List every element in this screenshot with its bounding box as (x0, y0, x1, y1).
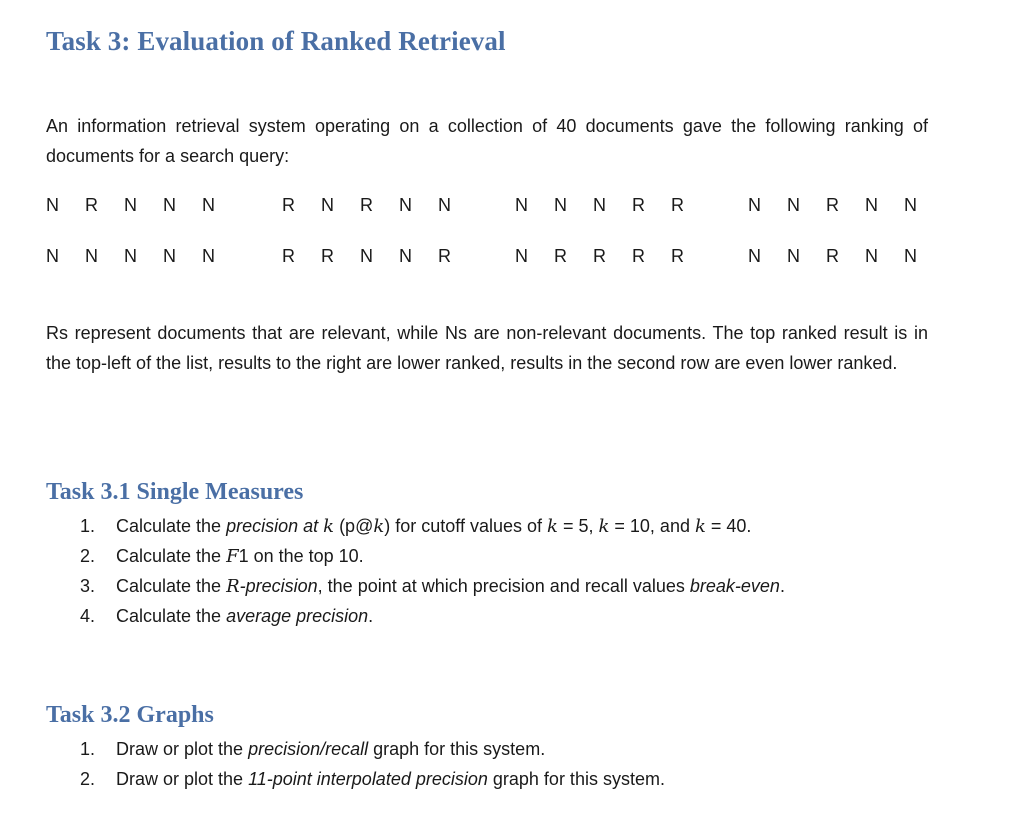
ranking-cell: N (124, 195, 137, 215)
ranking-cell: N (904, 195, 917, 215)
ranking-cell: N (399, 195, 412, 215)
task-3-2-heading: Task 3.2 Graphs (46, 702, 214, 728)
ranking-cell: N (865, 195, 878, 215)
ranking-cell: R (593, 246, 606, 266)
ranking-cell: R (438, 246, 451, 266)
ranking-cell: N (321, 195, 334, 215)
list-text: Calculate the average precision. (116, 606, 374, 626)
ranking-cell: N (515, 246, 528, 266)
ranking-cell: N (360, 246, 373, 266)
ranking-cell: N (163, 195, 176, 215)
ranking-cell: N (163, 246, 176, 266)
ranking-cell: R (671, 246, 684, 266)
ranking-cell: N (865, 246, 878, 266)
ranking-cell: R (554, 246, 567, 266)
list-number: 1. (80, 739, 96, 759)
ranking-cell: R (85, 195, 98, 215)
ranking-cell: N (787, 246, 800, 266)
list-number: 2. (80, 769, 96, 789)
ranking-cell: R (632, 246, 645, 266)
intro-paragraph: An information retrieval system operating on a collection of 40 documents gave the following ranking of documents for a search query: (46, 116, 928, 166)
ranking-cell: N (46, 195, 59, 215)
list-text: Calculate the R-precision, the point at which precision and recall values break-even. (116, 576, 785, 597)
list-text: Draw or plot the 11-point interpolated precision graph for this system. (116, 769, 665, 789)
list-number: 1. (80, 516, 96, 536)
list-number: 4. (80, 606, 96, 626)
ranking-cell: N (593, 195, 606, 215)
ranking-cell: R (826, 195, 839, 215)
ranking-cell: N (438, 195, 451, 215)
ranking-cell: R (282, 246, 295, 266)
ranking-cell: R (826, 246, 839, 266)
list-number: 3. (80, 576, 96, 596)
ranking-cell: N (202, 246, 215, 266)
ranking-cell: N (46, 246, 59, 266)
list-text: Calculate the precision at k (p@k) for cutoff values of k = 5, k = 10, and k = 40. (116, 516, 752, 537)
ranking-cell: N (515, 195, 528, 215)
ranking-cell: N (202, 195, 215, 215)
task-3-1-heading: Task 3.1 Single Measures (46, 479, 304, 505)
list-number: 2. (80, 546, 96, 566)
ranking-cell: N (399, 246, 412, 266)
ranking-cell: N (748, 195, 761, 215)
ranking-cell: N (904, 246, 917, 266)
ranking-cell: R (360, 195, 373, 215)
legend-paragraph: Rs represent documents that are relevant, while Ns are non-relevant documents. The top ranked result is in the top-left of the list, results to the right are lower ranked, results in the second row are even lower ranked. (46, 323, 928, 373)
page-title: Task 3: Evaluation of Ranked Retrieval (46, 26, 506, 56)
ranking-cell: R (632, 195, 645, 215)
ranking-cell: R (282, 195, 295, 215)
ranking-cell: N (554, 195, 567, 215)
ranking-cell: N (85, 246, 98, 266)
ranking-cell: N (748, 246, 761, 266)
ranking-cell: N (124, 246, 137, 266)
list-text: Calculate the F1 on the top 10. (116, 546, 364, 567)
list-text: Draw or plot the precision/recall graph for this system. (116, 739, 546, 759)
ranking-cell: R (321, 246, 334, 266)
ranking-cell: R (671, 195, 684, 215)
ranking-cell: N (787, 195, 800, 215)
